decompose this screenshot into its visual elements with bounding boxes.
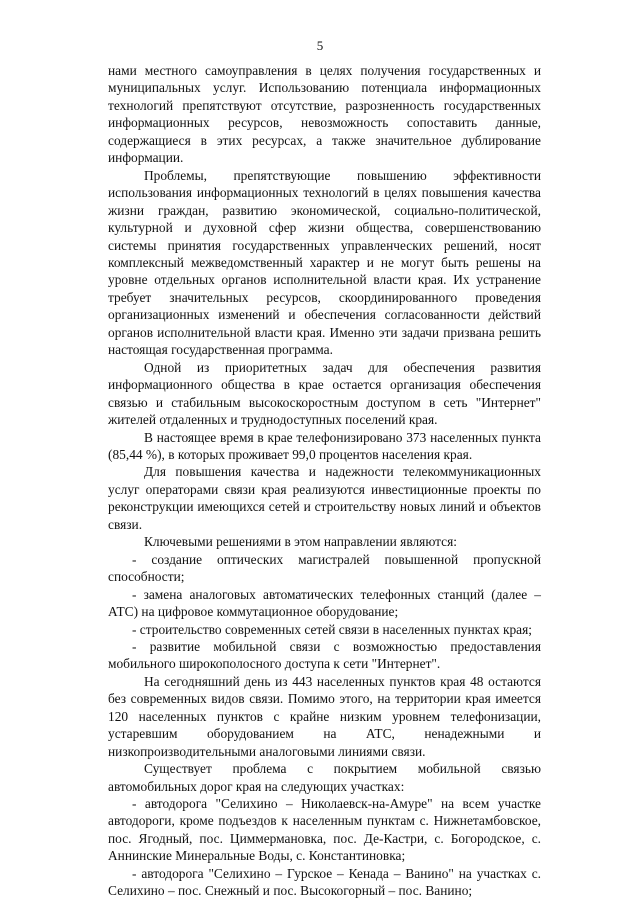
paragraph: нами местного самоуправления в целях получения государственных и муниципальных услуг. Использованию потенциала информационных технологий препятствуют отсутствие, разрозненность государственных информационных ресурсов, невозможность сопоставить данные, содержащиеся в этих ресурсах, а также значительное дублирование информации. [108, 63, 541, 166]
list-item: - автодорога "Селихино – Гурское – Кенада – Ванино" на участках с. Селихино – пос. Снежный и пос. Высокогорный – пос. Ванино; [108, 865, 541, 899]
paragraph: В настоящее время в крае телефонизировано 373 населенных пункта (85,44 %), в которых проживает 99,0 процентов населения края. [108, 429, 541, 462]
paragraph: На сегодняшний день из 443 населенных пунктов края 48 остаются без современных видов связи. Помимо этого, на территории края имеется 120 населенных пунктов с крайне низким уровнем телефонизации, устаревшим оборудованием на АТС, ненадежными и низкопроизводительными аналоговыми линиями связи. [108, 673, 541, 759]
paragraph: Проблемы, препятствующие повышению эффективности использования информационных технологий в целях повышения качества жизни граждан, развитию экономической, социально-политической, культурной и духовной сфер жизни общества, совершенствованию системы принятия государственных управленческих решений, носят комплексный межведомственный характер и не могут быть решены на уровне отдельных органов исполнительной власти края. Их устранение требует значительных ресурсов, скоординированного проведения организационных изменений и обеспечения согласованности действий органов исполнительной власти края. Именно эти задачи призвана решить настоящая государственная программа. [108, 167, 541, 358]
paragraph: Существует проблема с покрытием мобильной связью автомобильных дорог края на следующих участках: [108, 761, 541, 794]
body-text [108, 62, 541, 900]
list-item: - создание оптических магистралей повышенной пропускной способности; [108, 551, 541, 585]
list-item: - строительство современных сетей связи в населенных пунктах края; [132, 621, 532, 637]
paragraph: Для повышения качества и надежности телекоммуникационных услуг операторами связи края реализуются инвестиционные проекты по реконструкции имеющихся сетей и строительству новых линий и объектов связи. [108, 464, 541, 532]
list-item: - замена аналоговых автоматических телефонных станций (далее – АТС) на цифровое коммутационное оборудование; [108, 586, 541, 620]
paragraph: Одной из приоритетных задач для обеспечения развития информационного общества в крае остается организация обеспечения связью и стабильным высокоскоростным доступом в сеть "Интернет" жителей отдаленных и труднодоступных поселений края. [108, 359, 541, 428]
list-item: - автодорога "Селихино – Николаевск-на-Амуре" на всем участке автодороги, кроме подъездов к населенным пунктам с. Нижнетамбовское, пос. Ягодный, пос. Циммермановка, пос. Де-Кастри, с. Богородское, с. Аннинские Минеральные Воды, с. Константиновка; [108, 796, 541, 864]
page-number: 5 [316, 38, 324, 53]
paragraph: Ключевыми решениями в этом направлении являются: [144, 534, 457, 550]
list-item: - развитие мобильной связи с возможностью предоставления мобильного широкополосного доступа к сети "Интернет". [108, 638, 541, 672]
